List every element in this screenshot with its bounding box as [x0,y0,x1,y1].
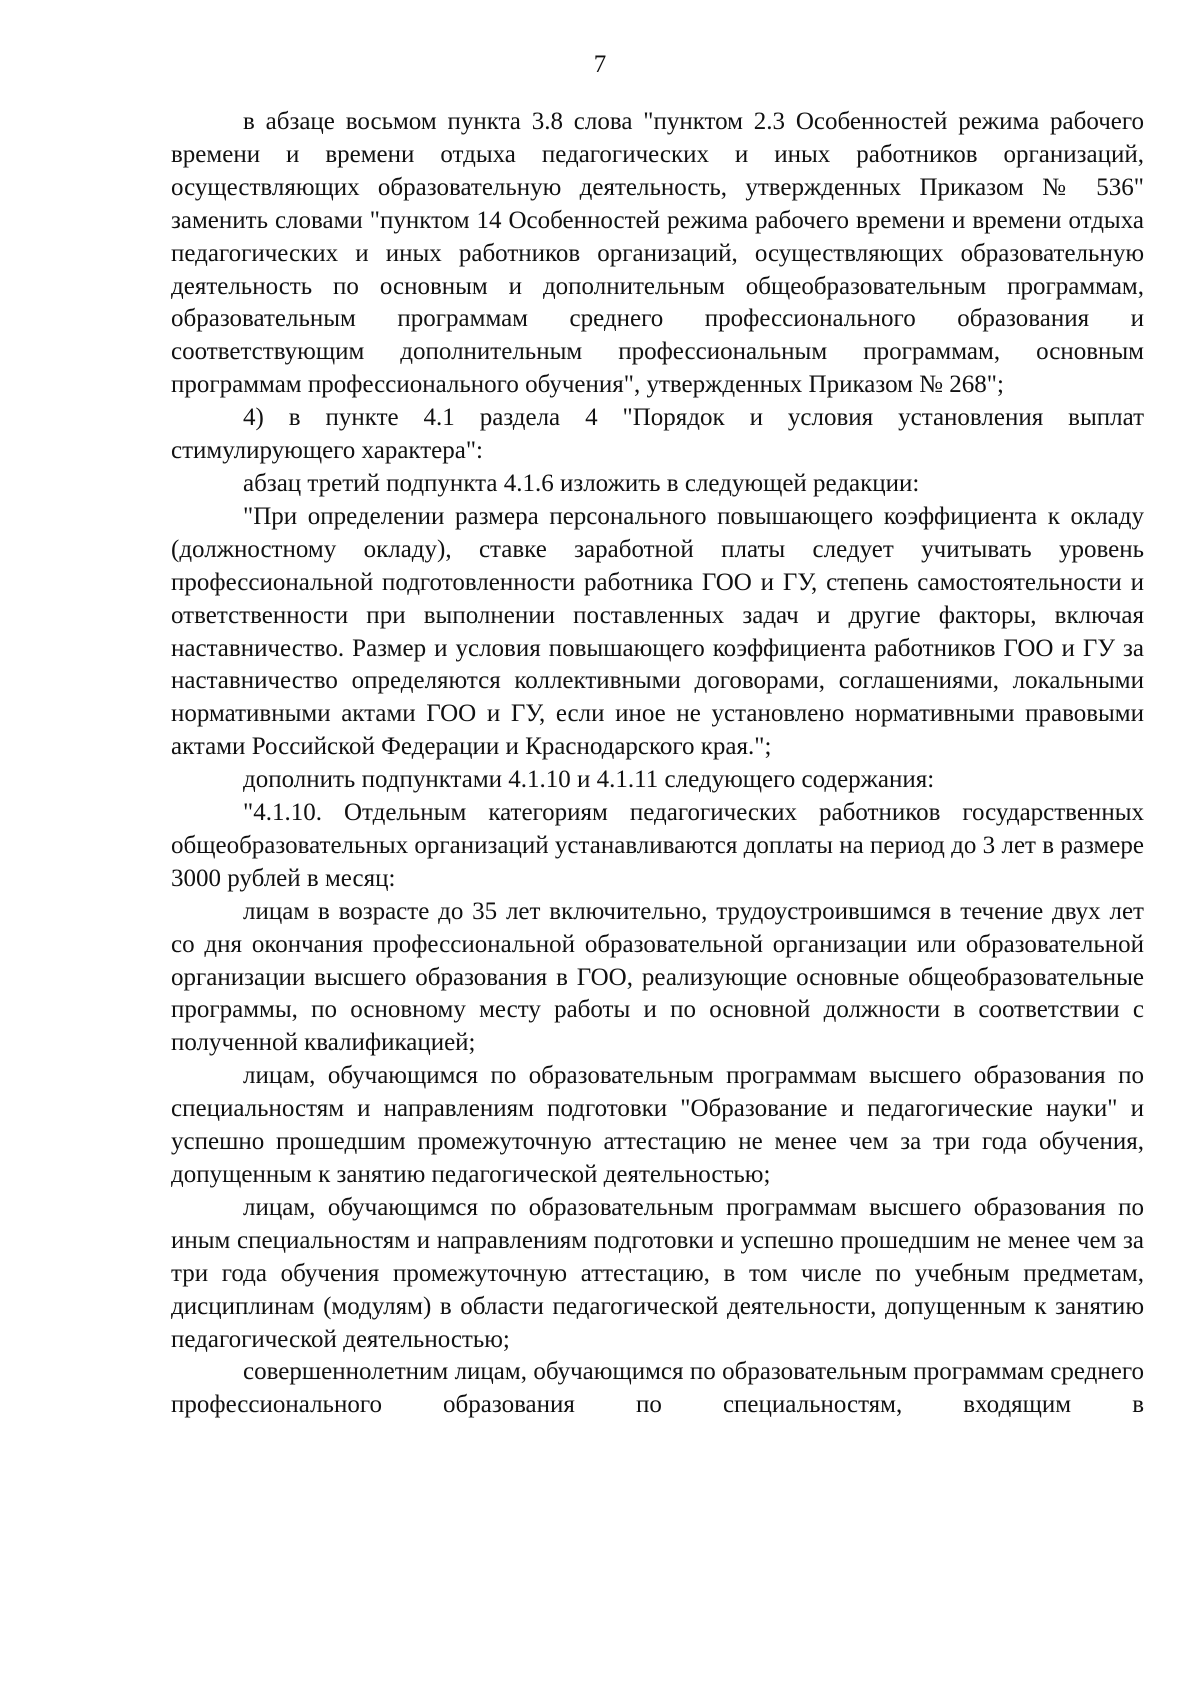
document-body [171,106,1144,1422]
paragraph-pedagogical-students: лицам, обучающимся по образовательным программам высшего образования по специальностям и направлениям подготовки "Образование и педагогические науки" и успешно прошедшим промежуточную аттестацию не менее чем за три года обучения, допущенным к занятию педагогической деятельностью; [171,1062,1144,1188]
paragraph-subitem-4-1-6-text: "При определении размера персонального повышающего коэффициента к окладу (должностному окладу), ставке заработной платы следует учитывать уровень профессиональной подготовленности работника ГОО и ГУ, степень самостоятельности и ответственности при выполнении поставленных задач и другие факторы, включая наставничество. Размер и условия повышающего коэффициента работников ГОО и ГУ за наставничество определяются коллективными договорами, соглашениями, локальными нормативными актами ГОО и ГУ, если иное не установлено нормативными правовыми актами Российской Федерации и Краснодарского края."; [171,502,1144,761]
page-number: 7 [593,51,607,78]
paragraph-add-subitems-intro: дополнить подпунктами 4.1.10 и 4.1.11 следующего содержания: [243,766,935,794]
paragraph-amendment-3-8: в абзаце восьмом пункта 3.8 слова "пунктом 2.3 Особенностей режима рабочего времени и времени отдыха педагогических и иных работников организаций, осуществляющих образовательную деятельность, утвержденных Приказом № 536" заменить словами "пунктом 14 Особенностей режима рабочего времени и времени отдыха педагогических и иных работников организаций, осуществляющих образовательную деятельность по основным и дополнительным общеобразовательным программам, образовательным программам среднего профессионального образования и соответствующим дополнительным профессиональным программам, основным программам профессионального обучения", утвержденных Приказом № 268"; [171,108,1144,399]
paragraph-subitem-4-1-6-intro: абзац третий подпункта 4.1.6 изложить в следующей редакции: [243,469,920,497]
paragraph-subitem-4-1-10: "4.1.10. Отдельным категориям педагогических работников государственных общеобразовательных организаций устанавливаются доплаты на период до 3 лет в размере 3000 рублей в месяц: [171,799,1144,892]
paragraph-item-4: 4) в пункте 4.1 раздела 4 "Порядок и условия установления выплат стимулирующего характера": [171,404,1144,465]
paragraph-other-students: лицам, обучающимся по образовательным программам высшего образования по иным специальностям и направлениям подготовки и успешно прошедшим не менее чем за три года обучения промежуточную аттестацию, в том числе по учебным предметам, дисциплинам (модулям) в области педагогической деятельности, допущенным к занятию педагогической деятельностью; [171,1193,1144,1353]
paragraph-spo-students: совершеннолетним лицам, обучающимся по образовательным программам среднего профессионального образования по специальностям, входящим в [171,1358,1144,1419]
paragraph-young-specialists: лицам в возрасте до 35 лет включительно, трудоустроившимся в течение двух лет со дня окончания профессиональной образовательной организации или образовательной организации высшего образования в ГОО, реализующие основные общеобразовательные программы, по основному месту работы и по основной должности в соответствии с полученной квалификацией; [171,897,1144,1057]
